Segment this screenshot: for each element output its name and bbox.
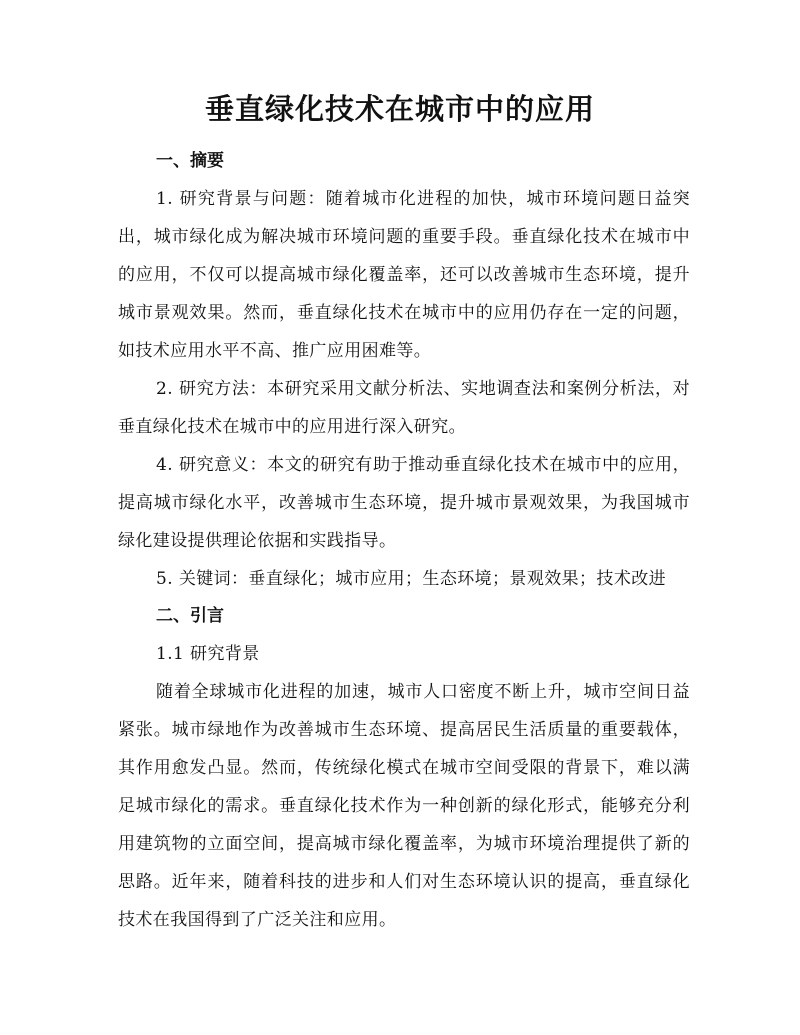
abstract-paragraph-background: 1. 研究背景与问题：随着城市化进程的加快，城市环境问题日益突出，城市绿化成为解决城市环境问题的重要手段。垂直绿化技术在城市中的应用，不仅可以提高城市绿化覆盖率，还可以改善城市生态环境，提升城市景观效果。然而，垂直绿化技术在城市中的应用仍存在一定的问题，如技术应用水平不高、推广应用困难等。 bbox=[118, 189, 690, 361]
document-body bbox=[118, 143, 690, 939]
document-title: 垂直绿化技术在城市中的应用 bbox=[204, 92, 595, 126]
introduction-paragraph: 随着全球城市化进程的加速，城市人口密度不断上升，城市空间日益紧张。城市绿地作为改善城市生态环境、提高居民生活质量的重要载体，其作用愈发凸显。然而，传统绿化模式在城市空间受限的背景下，难以满足城市绿化的需求。垂直绿化技术作为一种创新的绿化形式，能够充分利用建筑物的立面空间，提高城市绿化覆盖率，为城市环境治理提供了新的思路。近年来，随着科技的进步和人们对生态环境认识的提高，垂直绿化技术在我国得到了广泛关注和应用。 bbox=[118, 682, 690, 930]
abstract-paragraph-method: 2. 研究方法：本研究采用文献分析法、实地调查法和案例分析法，对垂直绿化技术在城市中的应用进行深入研究。 bbox=[118, 379, 690, 437]
subsection-heading-background: 1.1 研究背景 bbox=[156, 644, 260, 664]
section-heading-abstract: 一、摘要 bbox=[156, 151, 224, 171]
section-heading-introduction: 二、引言 bbox=[156, 606, 224, 626]
abstract-paragraph-keywords: 5. 关键词：垂直绿化；城市应用；生态环境；景观效果；技术改进 bbox=[156, 569, 667, 589]
abstract-paragraph-significance: 4. 研究意义：本文的研究有助于推动垂直绿化技术在城市中的应用，提高城市绿化水平，改善城市生态环境，提升城市景观效果，为我国城市绿化建设提供理论依据和实践指导。 bbox=[118, 455, 690, 551]
